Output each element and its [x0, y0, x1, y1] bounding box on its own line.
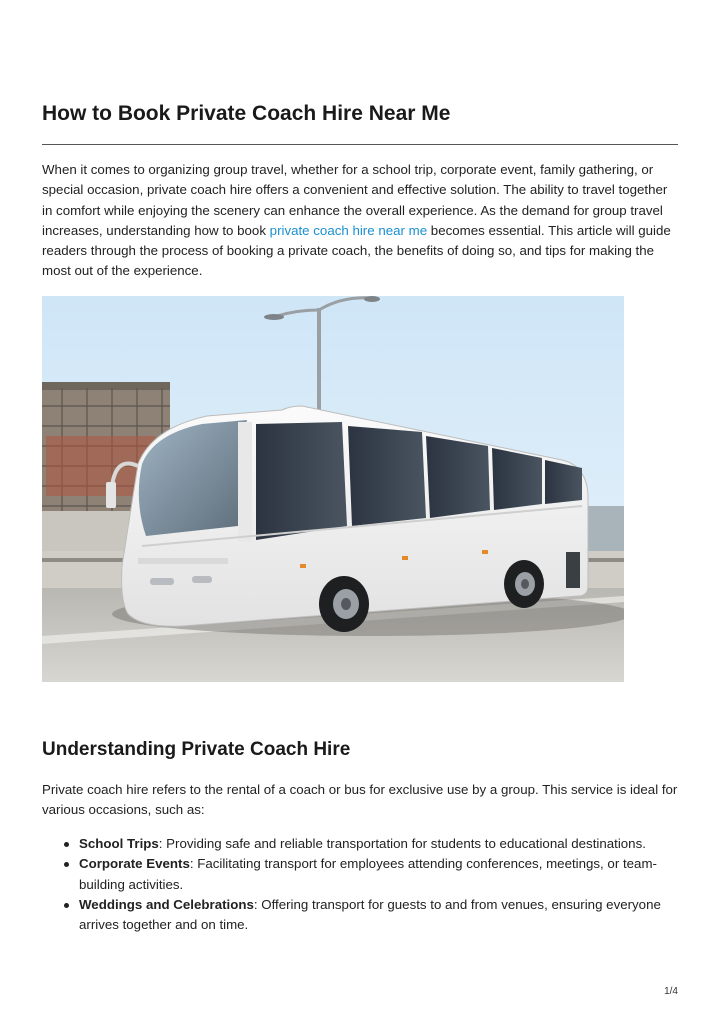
list-item-text: : Providing safe and reliable transportation for students to educational destinations. [158, 836, 646, 851]
intro-text-start: When it comes to organizing group travel, whether for a school trip, corporate event, family gathering, or special occasion, private coach hire offers a convenient and effective solution. The ability to travel together in comfort while enjoying the scenery can enhance the overall experience. As the demand for group travel increases, understanding how to book [42, 162, 668, 238]
title-divider [42, 144, 678, 145]
intro-text-end: becomes essential. This article will guide readers through the process of booking a private coach, the benefits of doing so, and tips for making the most out of the experience. [42, 222, 671, 279]
list-item [79, 895, 678, 936]
occasions-list [42, 834, 678, 935]
section-paragraph: Private coach hire refers to the rental of a coach or bus for exclusive use by a group. This service is ideal for various occasions, such as: [42, 782, 678, 818]
list-item-text: : Facilitating transport for employees attending conferences, meetings, or team-building activities. [79, 856, 657, 892]
list-item-text: : Offering transport for guests to and from venues, ensuring everyone arrives together and on time. [79, 896, 661, 933]
list-item-term: Corporate Events [79, 856, 190, 872]
intro-paragraph [42, 160, 678, 282]
section-heading: Understanding Private Coach Hire [42, 739, 351, 760]
list-item [79, 834, 678, 854]
list-item-term: School Trips [79, 836, 159, 851]
private-coach-hire-link[interactable]: private coach hire near me [269, 222, 428, 238]
article-title: How to Book Private Coach Hire Near Me [42, 102, 451, 125]
list-item-term: Weddings and Celebrations [79, 896, 254, 912]
page-number: 1/4 [664, 986, 678, 997]
coach-bus-photo [42, 296, 624, 682]
list-item [79, 854, 678, 895]
